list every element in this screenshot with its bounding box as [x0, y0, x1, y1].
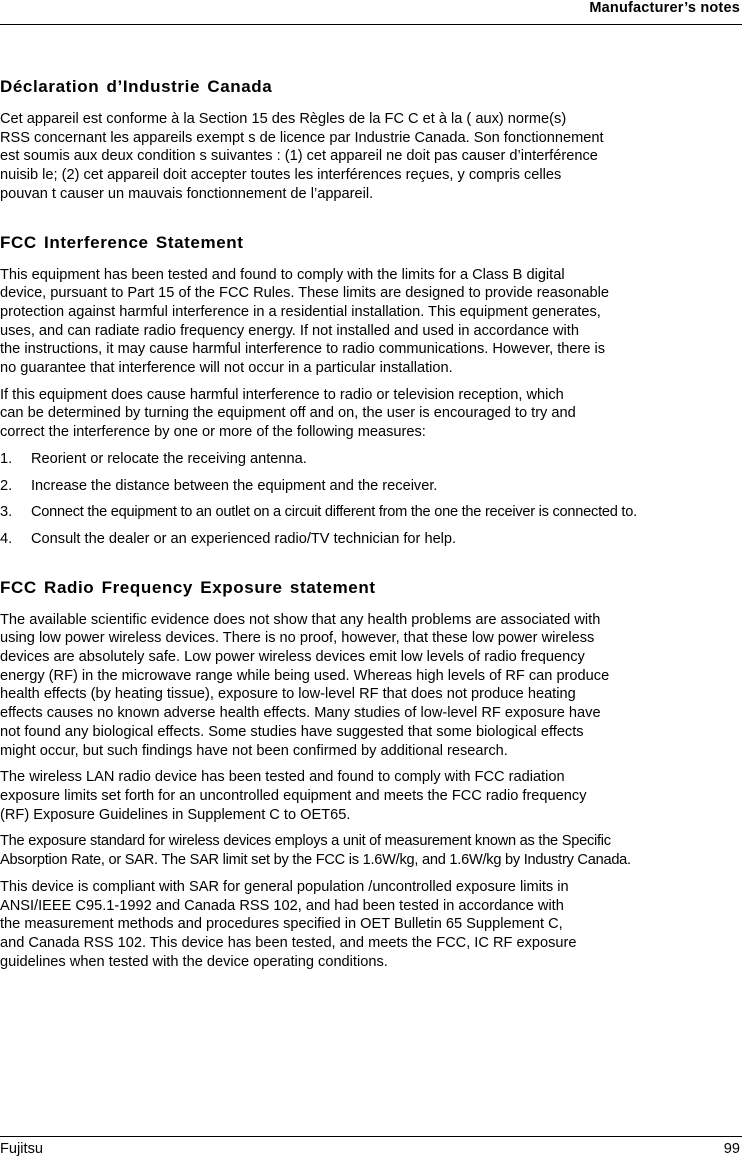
list-item — [0, 503, 742, 522]
section-heading: FCC Radio Frequency Exposure statement — [0, 577, 376, 597]
list-item — [0, 477, 742, 496]
paragraph: Cet appareil est conforme à la Section 15 des Règles de la FC C et à la ( aux) norme(s) RSS concernant les appareils exempt s de licence par Industrie Canada. Son fonctionnement est soumis aux deux condition s suivantes : (1) cet appareil ne doit pas causer d’interférence nuisib le; (2) cet appareil doit accepter toutes les interférences reçues, y compris celles pouvan t causer un mauvais fonctionnement de l’appareil. — [0, 111, 604, 202]
section-fcc-rf-exposure — [0, 577, 742, 972]
paragraph: This equipment has been tested and found to comply with the limits for a Class B digital device, pursuant to Part 15 of the FCC Rules. These limits are designed to provide reasonable protection against harmful interference in a residential installation. This equipment generates, uses, and can radiate radio frequency energy. If not installed and used in accordance with the instructions, it may cause harmful interference to radio communications. However, there is no guarantee that interference will not occur in a particular installation. — [0, 266, 609, 377]
section-fcc-interference — [0, 232, 742, 549]
section-heading: Déclaration d’Industrie Canada — [0, 77, 273, 96]
list-item-text: Reorient or relocate the receiving antenna. — [31, 450, 307, 467]
list-item-text: Consult the dealer or an experienced radio/TV technician for help. — [31, 530, 457, 547]
list-item — [0, 450, 742, 469]
section-industry-canada — [0, 76, 742, 204]
paragraph: This device is compliant with SAR for general population /uncontrolled exposure limits in ANSI/IEEE C95.1-1992 and Canada RSS 102, and had been tested in accordance with the measurement methods and procedures specified in OET Bulletin 65 Supplement C, and Canada RSS 102. This device has been tested, and meets the FCC, IC RF exposure guidelines when tested with the device operating conditions. — [0, 878, 577, 970]
list-item — [0, 530, 742, 549]
list-item-number: 1. — [0, 450, 13, 467]
paragraph: The exposure standard for wireless devices employs a unit of measurement known as the Specific Absorption Rate, or SAR. The SAR limit set by the FCC is 1.6W/kg, and 1.6W/kg by Industry Canada. — [0, 833, 631, 869]
paragraph: The wireless LAN radio device has been tested and found to comply with FCC radiation exposure limits set forth for an uncontrolled equipment and meets the FCC radio frequency (RF) Exposure Guidelines in Supplement C to OET65. — [0, 769, 587, 823]
running-header-title: Manufacturer’s notes — [589, 0, 740, 16]
paragraph: The available scientific evidence does not show that any health problems are associated with using low power wireless devices. There is no proof, however, that these low power wireless devices are absolutely safe. Low power wireless devices emit low levels of radio frequency energy (RF) in the microwave range while being used. Whereas high levels of RF can produce health effects (by heating tissue), exposure to low-level RF that does not produce heating effects causes no known adverse health effects. Many studies of low-level RF exposure have not found any biological effects. Some studies have suggested that some biological effects might occur, but such findings have not been confirmed by additional research. — [0, 611, 610, 759]
header-rule — [0, 24, 742, 25]
measures-list — [0, 450, 742, 549]
list-item-text: Increase the distance between the equipment and the receiver. — [31, 477, 438, 494]
paragraph: If this equipment does cause harmful interference to radio or television reception, which can be determined by turning the equipment off and on, the user is encouraged to try and correct the interference by one or more of the following measures: — [0, 386, 576, 441]
section-heading: FCC Interference Statement — [0, 232, 244, 252]
footer-rule — [0, 1136, 742, 1137]
list-item-number: 2. — [0, 477, 13, 494]
list-item-text: Connect the equipment to an outlet on a circuit different from the one the receiver is connected to. — [31, 504, 637, 521]
page-number: 99 — [723, 1141, 740, 1157]
page-content — [0, 76, 742, 999]
footer-brand: Fujitsu — [0, 1141, 43, 1157]
list-item-number: 4. — [0, 530, 13, 547]
list-item-number: 3. — [0, 504, 13, 521]
